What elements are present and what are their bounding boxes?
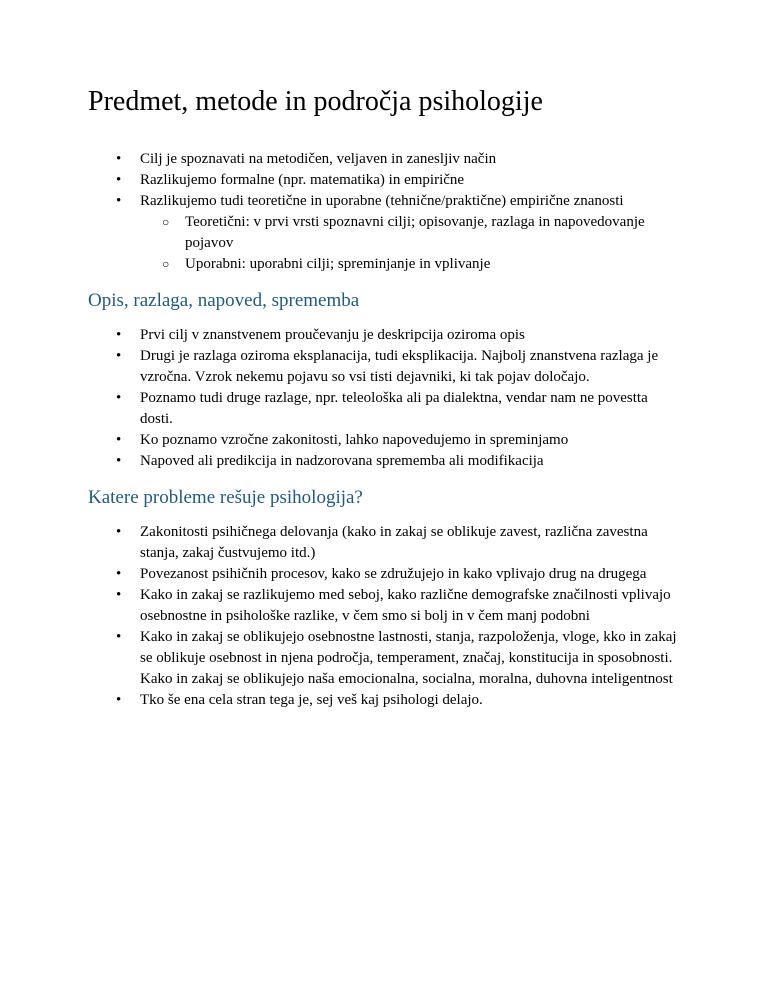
list-item — [116, 191, 680, 275]
list-item — [116, 690, 680, 711]
list-item — [162, 212, 680, 254]
list-item-text: Poznamo tudi druge razlage, npr. teleološka ali pa dialektna, vendar nam ne povestta dosti. — [140, 390, 648, 427]
list-item-text: Drugi je razlaga oziroma eksplanacija, tudi eksplikacija. Najbolj znanstvena razlaga je vzročna. Vzrok nekemu pojavu so vsi tisti dejavniki, ki tak pojav določajo. — [140, 348, 659, 385]
bullet-icon: • — [116, 524, 122, 540]
list-item — [116, 522, 680, 564]
bullet-icon: • — [116, 327, 122, 343]
list-item-text: Uporabni: uporabni cilji; spreminjanje in vplivanje — [185, 256, 491, 272]
list-item — [116, 388, 680, 430]
list-item — [116, 430, 680, 451]
list-item-text: Prvi cilj v znanstvenem proučevanju je deskripcija oziroma opis — [140, 327, 525, 343]
list-item — [116, 627, 680, 690]
bullet-icon: • — [116, 432, 122, 448]
bullet-icon: • — [116, 566, 122, 582]
list-item — [116, 585, 680, 627]
list-item — [116, 564, 680, 585]
bullet-icon: • — [116, 151, 122, 167]
bullet-icon: • — [116, 453, 122, 469]
section-katere-bullet-list — [88, 522, 680, 711]
list-item-text: Teoretični: v prvi vrsti spoznavni cilji; opisovanje, razlaga in napovedovanje pojavov — [185, 214, 645, 251]
intro-bullet-list — [88, 149, 680, 275]
bullet-icon: • — [116, 172, 122, 188]
list-item-text: Zakonitosti psihičnega delovanja (kako in zakaj se oblikuje zavest, različna zavestna stanja, zakaj čustvujemo itd.) — [140, 524, 648, 561]
list-item-text: Povezanost psihičnih procesov, kako se združujejo in kako vplivajo drug na drugega — [140, 566, 647, 582]
document-title: Predmet, metode in področja psihologije — [88, 86, 543, 117]
list-item — [116, 325, 680, 346]
list-item — [116, 149, 680, 170]
bullet-icon: • — [116, 629, 122, 645]
list-item — [116, 451, 680, 472]
bullet-icon: • — [116, 692, 122, 708]
circle-bullet-icon: ○ — [162, 215, 170, 229]
list-item-text: Tko še ena cela stran tega je, sej veš kaj psihologi delajo. — [140, 692, 483, 708]
section-opis-bullet-list — [88, 325, 680, 472]
list-item — [116, 346, 680, 388]
bullet-icon: • — [116, 193, 122, 209]
section-heading-katere-probleme: Katere probleme rešuje psihologija? — [88, 487, 363, 508]
bullet-icon: • — [116, 348, 122, 364]
intro-sub-bullet-list — [140, 212, 680, 275]
section-heading-opis-razlaga: Opis, razlaga, napoved, sprememba — [88, 290, 360, 311]
list-item-text: Kako in zakaj se oblikujejo osebnostne lastnosti, stanja, razpoloženja, vloge, kko in zakaj se oblikuje osebnost in njena področja, temperament, značaj, konstitucija in sposobnosti. Kako in zakaj se oblikujejo naša emocionalna, socialna, moralna, duhovna inteligentnost — [140, 629, 677, 687]
list-item — [162, 254, 680, 275]
list-item-text: Cilj je spoznavati na metodičen, veljaven in zanesljiv način — [140, 151, 497, 167]
bullet-icon: • — [116, 587, 122, 603]
circle-bullet-icon: ○ — [162, 257, 170, 271]
list-item-text: Razlikujemo formalne (npr. matematika) in empirične — [140, 172, 465, 188]
list-item-text: Kako in zakaj se razlikujemo med seboj, kako različne demografske značilnosti vplivajo osebnostne in psihološke razlike, v čem smo si bolj in v čem manj podobni — [140, 587, 671, 624]
list-item-text: Razlikujemo tudi teoretične in uporabne (tehnične/praktične) empirične znanosti — [140, 193, 624, 209]
bullet-icon: • — [116, 390, 122, 406]
list-item — [116, 170, 680, 191]
list-item-text: Napoved ali predikcija in nadzorovana sprememba ali modifikacija — [140, 453, 544, 469]
list-item-text: Ko poznamo vzročne zakonitosti, lahko napovedujemo in spreminjamo — [140, 432, 569, 448]
